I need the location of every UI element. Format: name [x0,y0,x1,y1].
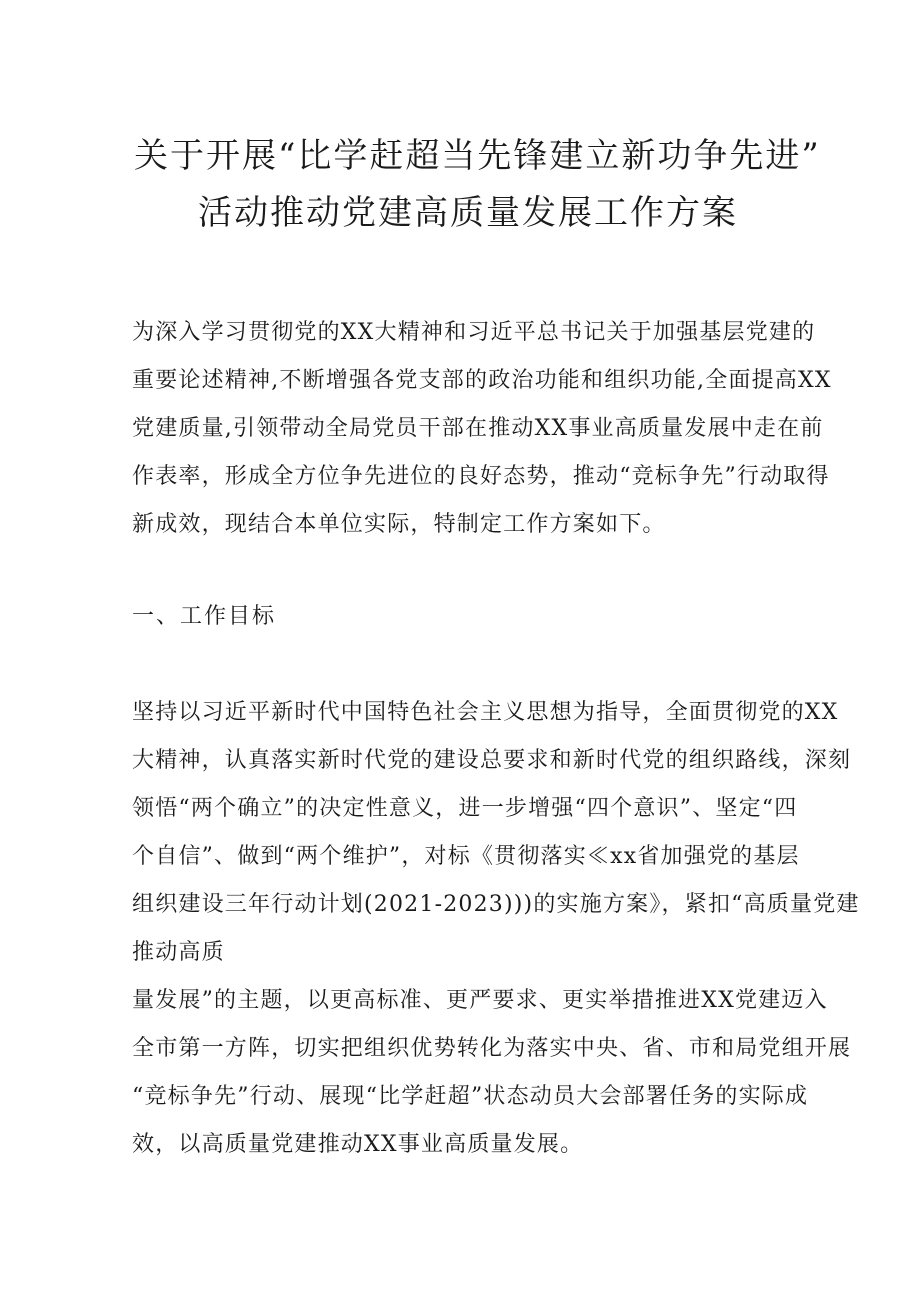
section1-line-7: 量发展”的主题，以更高标准、更严要求、更实举措推进XX党建迈入 [132,988,828,1013]
document-title-line-1: 关于开展“比学赶超当先锋建立新功争先进” [134,136,821,176]
section-heading-work-goals: 一、工作目标 [132,604,277,629]
intro-line-3: 党建质量,引领带动全局党员干部在推动XX事业高质量发展中走在前 [132,416,824,441]
section1-line-9: “竞标争先”行动、展现“比学赶超”状态动员大会部署任务的实际成 [132,1084,809,1109]
section1-line-8: 全市第一方阵，切实把组织优势转化为落实中央、省、市和局党组开展 [132,1036,852,1061]
document-title-line-2: 活动推动党建高质量发展工作方案 [198,193,738,233]
section1-line-5: 组织建设三年行动计划(2021-2023)))的实施方案》，紧扣“高质量党建 [132,892,860,917]
intro-line-4: 作表率，形成全方位争先进位的良好态势，推动“竞标争先”行动取得 [132,464,830,489]
intro-line-5: 新成效，现结合本单位实际，特制定工作方案如下。 [132,512,666,537]
section1-line-10: 效，以高质量党建推动XX事业高质量发展。 [132,1132,584,1157]
section1-line-4: 个自信”、做到“两个维护”，对标《贯彻落实≪xx省加强党的基层 [132,844,800,869]
intro-line-1: 为深入学习贯彻党的XX大精神和习近平总书记关于加强基层党建的 [132,320,816,345]
section1-line-1: 坚持以习近平新时代中国特色社会主义思想为指导，全面贯彻党的XX [132,700,839,725]
section1-line-6: 推动高质 [132,940,225,965]
intro-line-2: 重要论述精神,不断增强各党支部的政治功能和组织功能,全面提高XX [132,368,832,393]
section1-line-3: 领悟“两个确立”的决定性意义，进一步增强“四个意识”、坚定“四 [132,796,798,821]
section1-line-2: 大精神，认真落实新时代党的建设总要求和新时代党的组织路线，深刻 [132,748,852,773]
